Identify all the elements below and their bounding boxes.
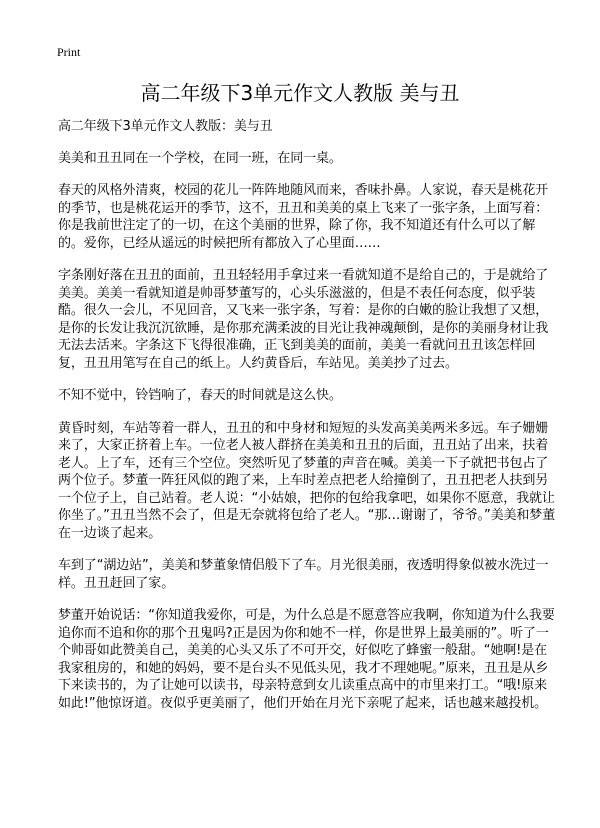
print-link[interactable]: Print bbox=[57, 45, 81, 59]
article-subtitle: 高二年级下3单元作文人教版：美与丑 bbox=[58, 119, 273, 134]
paragraph-3: 字条刚好落在丑丑的面前，丑丑轻轻用手拿过来一看就知道不是给自己的，于是就给了美美。美美一看就知道是帅哥梦董写的，心头乐滋滋的，但是不表任何态度，似乎装酷。很久一会儿，不见回音，又飞来一张字条，写着：是你的白嫩的脸让我想了又想，是你的长发让我沉沉欲睡，是你那充满柔波的目光让我神魂颠倒，是你的美丽身材让我无法去活来。字条这下飞得很准确，正飞到美美的面前，美美一看就问丑丑该怎样回复，丑丑用笔写在自己的纸上。人约黄昏后，车站见。美美抄了过去。 bbox=[58, 268, 549, 371]
paragraph-1: 美美和丑丑同在一个学校，在同一班，在同一桌。 bbox=[58, 150, 342, 166]
paragraph-5: 黄昏时刻，车站等着一群人，丑丑的和中身材和短短的头发高美美两米多远。车子姗姗来了，大家正挤着上车。一位老人被人群挤在美美和丑丑的后面，丑丑站了出来，扶着老人。上了车，还有三个空位。突然听见了梦董的声音在喊。美美一下子就把书包占了两个位子。梦董一阵狂风似的跑了来，上车时差点把老人给撞倒了，丑丑把老人扶到另一个位子上，自己站着。老人说：“小姑娘，把你的包给我拿吧，如果你不愿意，我就让你坐了。”丑丑当然不会了，但是无奈就将包给了老人。“那…谢谢了，爷爷。”美美和梦董在一边谈了起来。 bbox=[58, 420, 556, 541]
article-body bbox=[58, 118, 558, 727]
paragraph-2: 春天的风格外清爽，校园的花儿一阵阵地随风而来，香味扑鼻。人家说，春天是桃花开的季节，也是桃花运开的季节，这不，丑丑和美美的桌上飞来了一张字条，上面写着：你是我前世注定了的一切，在这个美丽的世界，除了你，我不知道还有什么可以了解的。爱你，已经从遥远的时候把所有都放入了心里面…… bbox=[58, 183, 549, 251]
paragraph-6: 车到了“湖边站”，美美和梦董象情侣般下了车。月光很美丽，夜透明得象似被水洗过一样。丑丑赶回了家。 bbox=[58, 558, 549, 591]
paragraph-4: 不知不觉中，铃铛响了，春天的时间就是这么快。 bbox=[58, 388, 342, 403]
paragraph-7: 梦董开始说话：“你知道我爱你，可是，为什么总是不愿意答应我啊，你知道为什么我要追你而不追和你的那个丑鬼吗?正是因为你和她不一样，你是世界上最美丽的”。听了一个帅哥如此赞美自己，美美的心头又乐了不可开交，好似吃了蜂蜜一般甜。“她啊!是在我家租房的，和她的妈妈，要不是台头不见低头见，我才不理她呢。”原来，丑丑是从乡下来读书的，为了让她可以读书，母亲特意到女儿读重点高中的市里来打工。“哦!原来如此!”他惊讶道。夜似乎更美丽了，他们开始在月光下亲呢了起来，话也越来越投机。 bbox=[58, 608, 555, 711]
page-title: 高二年级下3单元作文人教版 美与丑 bbox=[140, 81, 460, 105]
